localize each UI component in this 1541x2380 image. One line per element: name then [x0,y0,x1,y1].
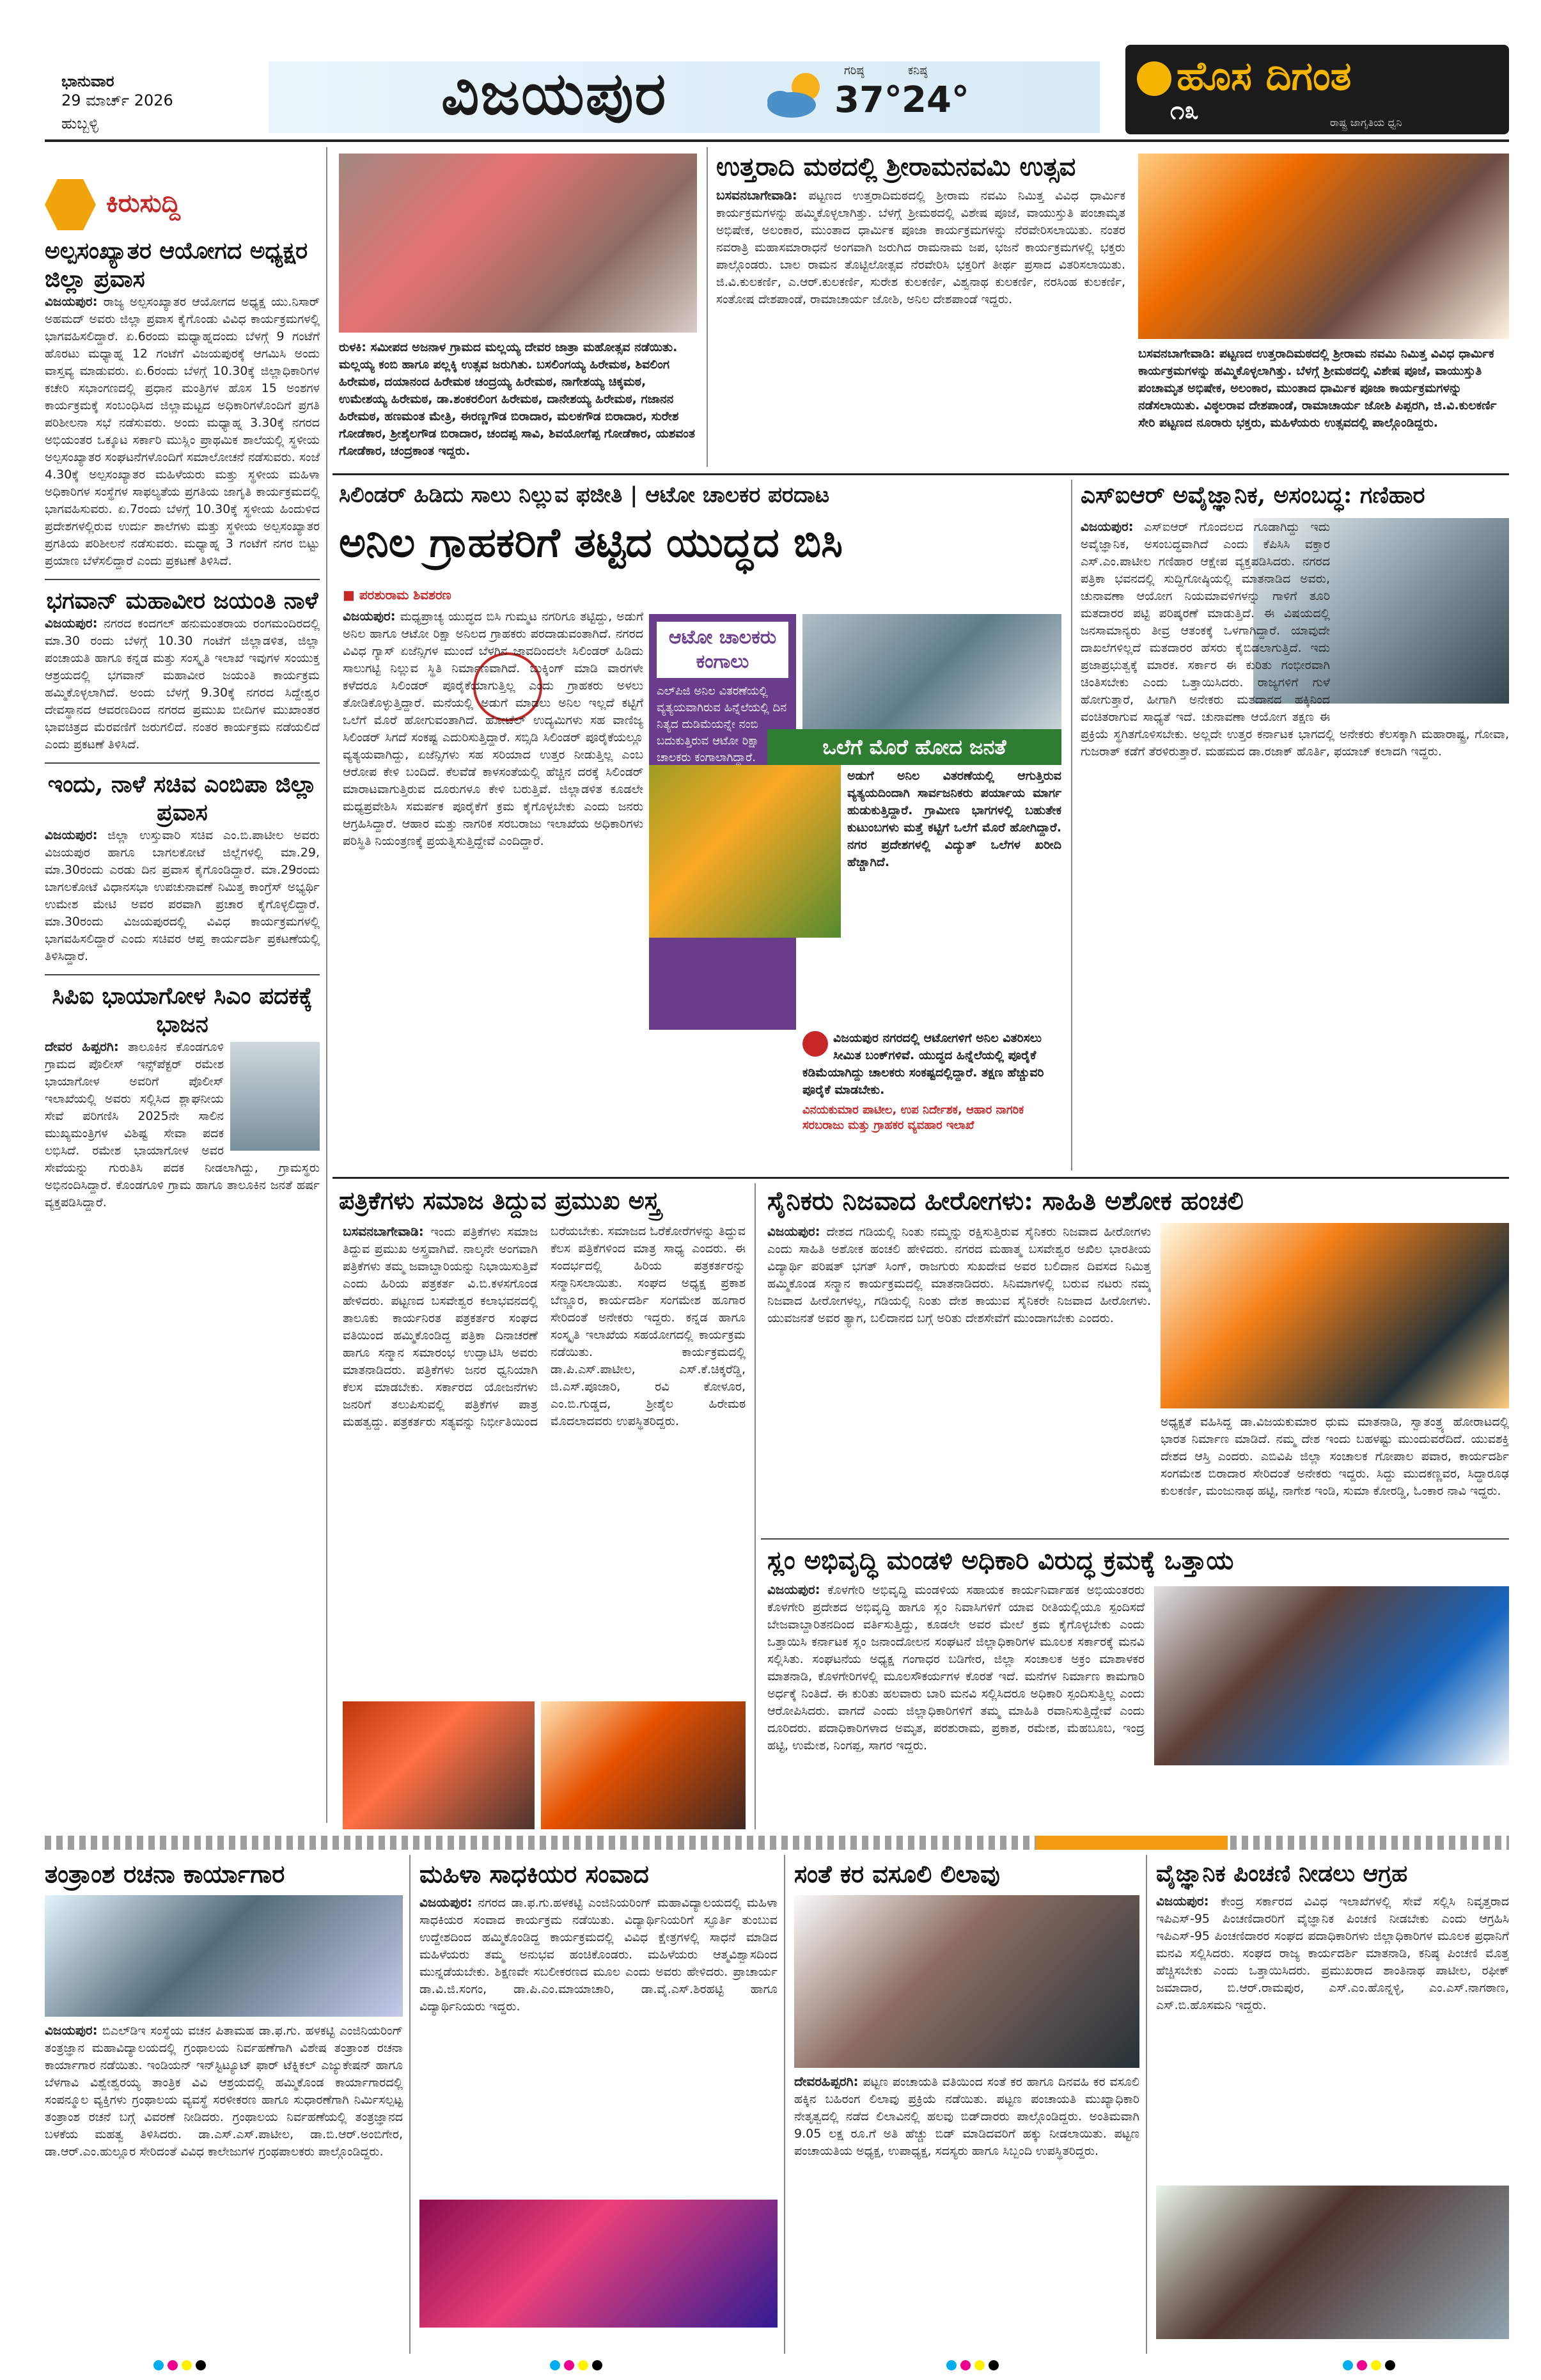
jatre-caption-box [339,339,697,461]
media-byline: ಬಸವನಬಾಗೇವಾಡಿ: [343,1224,424,1239]
cloud-sun-icon [761,67,831,124]
section-rule [332,1177,1509,1179]
col-divider [1071,480,1072,1170]
registration-marks [153,2360,229,2372]
ramanavami-story [716,151,1125,464]
hand-pointer-icon [45,179,96,230]
weather-box [761,64,978,128]
brief-body: ರಾಜ್ಯ ಅಲ್ಪಸಂಖ್ಯಾತರ ಆಯೋಗದ ಅಧ್ಯಕ್ಷ ಯು.ನಿಸಾರ್ ಅಹಮದ್ ಅವರು ಜಿಲ್ಲಾ ಪ್ರವಾಸ ಕೈಗೊಂಡು ವಿವಿಧ ಕಾರ್ಯಕ್ರಮಗಳಲ್ಲಿ ಭಾಗವಹಿಸಲಿದ್ದಾರೆ. ಏ.6ರಂದು ಮಧ್ಯಾಹ್ನದಂದು ಬೆಳಗ್ಗೆ 9 ಗಂಟೆಗೆ ಹೊರಟು ಮಧ್ಯಾಹ್ನ 12 ಗಂಟೆಗೆ ವಿಜಯಪುರಕ್ಕೆ ಆಗಮಿಸಿ ಅಂದು ವಾಸ್ತವ್ಯ ಮಾಡುವರು. ಏ.6ರಂದು ಬೆಳಗ್ಗೆ 10.30ಕ್ಕೆ ಜಿಲ್ಲಾಧಿಕಾರಿಗಳ ಕಚೇರಿ ಸಭಾಂಗಣದಲ್ಲಿ ಪ್ರಧಾನ ಮಂತ್ರಿಗಳ ಹೊಸ 15 ಅಂಶಗಳ ಕಾರ್ಯಕ್ರಮಕ್ಕೆ ಸಂಬಂಧಿಸಿದ ಜಿಲ್ಲಾಮಟ್ಟದ ಅಧಿಕಾರಿಗಳೊಂದಿಗೆ ಪ್ರಗತಿ ಪರಿಶೀಲನಾ ಸಭೆ ನಡೆಸುವರು. ಅಂದು ಮಧ್ಯಾಹ್ನ 3.30ಕ್ಕೆ ನಗರದ ಅಭಿಯಂತರ ಒಕ್ಕೂಟ ಸರ್ಕಾರಿ ಮುಸ್ಲಿಂ ಪ್ರಾಥಮಿಕ ಶಾಲೆಯಲ್ಲಿ ಸ್ಥಳೀಯ ಅಲ್ಪಸಂಖ್ಯಾತರ ಸಂಘಟನೆಗಳೊಂದಿಗೆ ಸಮಾಲೋಚನೆ ನಡೆಸುವರು. ಸಂಜೆ 4.30ಕ್ಕೆ ಅಲ್ಪಸಂಖ್ಯಾತರ ಮಹಿಳೆಯರು ಮತ್ತು ಸ್ಥಳೀಯ ಮಹಿಳಾ ಅಧಿಕಾರಿಗಳ ಸಂಸ್ಥೆಗಳ ಸಾಫಲ್ಯತೆಯ ಪ್ರಗತಿಯ ಜಾಗೃತಿ ಕಾರ್ಯಕ್ರಮದಲ್ಲಿ ಭಾಗವಹಿಸುವರು. ಏ.7ರಂದು ಬೆಳಗ್ಗೆ 10.30ಕ್ಕೆ ಸ್ಥಳೀಯ ಹಿಂದುಳಿದ ಪ್ರದೇಶಗಳಲ್ಲಿರುವ ಉರ್ದು ಶಾಲೆಗಳು ಮತ್ತು ಸ್ಥಳೀಯ ಅಲ್ಪಸಂಖ್ಯಾತರ ಪ್ರಗತಿಯ ಪರಿಶೀಲನೆ ನಡೆಸುವರು. ಮಧ್ಯಾಹ್ನ 3 ಗಂಟೆಗೆ ನಗರ ಬಿಟ್ಟು ಪ್ರಯಾಣ ಬೆಳೆಸಲಿದ್ದಾರೆ ಎಂದು ಪ್ರಕಟಣೆ ತಿಳಿಸಿದೆ. [45,295,320,568]
bottom-body: ಕೇಂದ್ರ ಸರ್ಕಾರದ ವಿವಿಧ ಇಲಾಖೆಗಳಲ್ಲಿ ಸೇವೆ ಸಲ್ಲಿಸಿ ನಿವೃತ್ತರಾದ ಇಪಿಎಸ್-95 ಪಿಂಚಣಿದಾರರಿಗೆ ವೈಜ್ಞಾನಿಕ ಪಿಂಚಣಿ ನೀಡಬೇಕು ಎಂದು ಆಗ್ರಹಿಸಿ ಇಪಿಎಸ್-95 ಪಿಂಚಣಿದಾರರ ಸಂಘದ ಪದಾಧಿಕಾರಿಗಳು ಜಿಲ್ಲಾಧಿಕಾರಿಗಳ ಮೂಲಕ ಪ್ರಧಾನಿಗೆ ಮನವಿ ಸಲ್ಲಿಸಿದರು. ಸಂಘದ ರಾಜ್ಯ ಕಾರ್ಯದರ್ಶಿ ಮಾತನಾಡಿ, ಕನಿಷ್ಠ ಪಿಂಚಣಿ ಮೊತ್ತ ಹೆಚ್ಚಿಸಬೇಕು ಎಂದು ಒತ್ತಾಯಿಸಿದರು. ಪ್ರಮುಖರಾದ ಶಾಂತಿನಾಥ ಪಾಟೀಲ, ರಫೀಕ್ ಜಮಾದಾರ, ಬಿ.ಆರ್.ರಾಮಪುರ, ಎಸ್.ಎಂ.ಹೊನ್ನಳ್ಳಿ, ಎಂ.ಎಸ್.ನಾಗಠಾಣ, ಎಸ್.ಬಿ.ಹೊಸಮನಿ ಇದ್ದರು. [1156,1895,1509,2012]
brand-name: ಹೊಸ ದಿಗಂತ [1177,52,1352,99]
brief-headline: ಭಗವಾನ್ ಮಹಾವೀರ ಜಯಂತಿ ನಾಳೆ [46,587,318,614]
ramanavami-caption: ಬಸವನಬಾಗೇವಾಡಿ: ಪಟ್ಟಣದ ಉತ್ತರಾದಿಮಠದಲ್ಲಿ ಶ್ರೀರಾಮ ನವಮಿ ನಿಮಿತ್ತ ವಿವಿಧ ಧಾರ್ಮಿಕ ಕಾರ್ಯಕ್ರಮಗಳನ್ನು ಹಮ್ಮಿಕೊಳ್ಳಲಾಗಿತ್ತು. ಬೆಳಗ್ಗೆ ಶ್ರೀಮಠದಲ್ಲಿ ವಿಶೇಷ ಪೂಜೆ, ವಾಯುಸ್ತುತಿ ಪಂಚಾಮೃತ ಅಭಿಷೇಕ, ಅಲಂಕಾರ, ಮುಂತಾದ ಧಾರ್ಮಿಕ ಪೂಜಾ ಕಾರ್ಯಕ್ರಮಗಳನ್ನು ನಡೆಸಲಾಯಿತು. ವಿಠ್ಠಲರಾವ ದೇಶಪಾಂಡೆ, ರಾಮಾಚಾರ್ಯ ಜೋಶಿ ಪಿಪ್ಪರಗಿ, ಜಿ.ವಿ.ಕುಲಕರ್ಣಿ ಸೇರಿ ಪಟ್ಟಣದ ನೂರಾರು ಭಕ್ತರು, ಮಹಿಳೆಯರು ಉತ್ಸವದಲ್ಲಿ ಪಾಲ್ಗೊಂಡಿದ್ದರು. [1138,347,1497,430]
brief-2 [45,579,320,753]
page-number: ೧೩ [1170,96,1199,125]
bottom-photo-1 [45,1895,403,2017]
bottom-story-4 [1156,1858,1509,2357]
min-label: ಕನಿಷ್ಠ [908,64,928,77]
lotus-icon [1137,61,1171,96]
bottom-story-3 [794,1858,1139,2357]
brief-4 [45,974,320,1211]
bottom-byline: ವಿಜಯಪುರ: [419,1895,473,1910]
brief-headline: ಸಿಪಿಐ ಭಾಯಾಗೋಳ ಸಿಎಂ ಪದಕಕ್ಕೆ ಭಾಜನ [52,982,313,1037]
col-divider [409,1855,411,2354]
city-name: ವಿಜಯಪುರ [441,59,668,128]
slum-headline: ಸ್ಲಂ ಅಭಿವೃದ್ಧಿ ಮಂಡಳಿ ಅಧಿಕಾರಿ ವಿರುದ್ಧ ಕ್ರಮಕ್ಕೆ ಒತ್ತಾಯ [767,1545,1234,1575]
min-temp: 24° [902,79,969,121]
bottom-byline: ವಿಜಯಪುರ: [1156,1893,1209,1909]
bottom-headline: ಮಹಿಳಾ ಸಾಧಕಿಯರ ಸಂವಾದ [419,1859,649,1888]
col-divider [707,147,708,467]
section-rule [761,1538,1509,1540]
soldiers-byline: ವಿಜಯಪುರ: [767,1224,820,1239]
quote-box [802,1030,1065,1158]
soldiers-body-box [767,1223,1151,1581]
weekday: ಭಾನುವಾರ [61,72,114,90]
bottom-headline: ತಂತ್ರಾಂಶ ರಚನಾ ಕಾರ್ಯಾಗಾರ [45,1859,285,1888]
bottom-byline: ವಿಜಯಪುರ: [45,2022,98,2038]
ramanavami-photo [1138,154,1509,339]
col-divider [784,1855,785,2354]
ganihar-body: ಎಸ್‌ಐಆರ್ ಗೊಂದಲದ ಗೂಡಾಗಿದ್ದು ಇದು ಅವೈಜ್ಞಾನಿಕ, ಅಸಂಬದ್ಧವಾಗಿದೆ ಎಂದು ಕೆಪಿಸಿಸಿ ವಕ್ತಾರ ಎಸ್.ಎಂ.ಪಾಟೀಲ ಗಣಿಹಾರ ಆಕ್ಷೇಪ ವ್ಯಕ್ತಪಡಿಸಿದರು. ನಗರದ ಪತ್ರಿಕಾ ಭವನದಲ್ಲಿ ಸುದ್ದಿಗೋಷ್ಠಿಯಲ್ಲಿ ಮಾತನಾಡಿದ ಅವರು, ಚುನಾವಣಾ ಆಯೋಗ ನಿಯಮಾವಳಿಗಳನ್ನು ಗಾಳಿಗೆ ತೂರಿ ಮತದಾರರ ಪಟ್ಟಿ ಪರಿಷ್ಕರಣೆ ಮಾಡುತ್ತಿದೆ. ಈ ವಿಷಯದಲ್ಲಿ ಜನಸಾಮಾನ್ಯರು ತೀವ್ರ ಆತಂಕಕ್ಕೆ ಒಳಗಾಗಿದ್ದಾರೆ. ಯಾವುದೇ ದಾಖಲೆಗಳಿಲ್ಲದೆ ಮತದಾರರ ಹೆಸರು ಕೈಬಿಡಲಾಗುತ್ತಿದೆ. ಇದು ಪ್ರಜಾಪ್ರಭುತ್ವಕ್ಕೆ ಮಾರಕ. ಸರ್ಕಾರ ಈ ಕುರಿತು ಗಂಭೀರವಾಗಿ ಚಿಂತಿಸಬೇಕು ಎಂದು ಒತ್ತಾಯಿಸಿದರು. ರಾಜ್ಯಗಳಿಗೆ ಗುಳೆ ಹೋಗುತ್ತಾರೆ, ಹೀಗಾಗಿ ಅನೇಕರು ಮತದಾನದ ಹಕ್ಕಿನಿಂದ ವಂಚಿತರಾಗುವ ಸಾಧ್ಯತೆ ಇದೆ. ಚುನಾವಣಾ ಆಯೋಗ ತಕ್ಷಣ ಈ ಪ್ರಕ್ರಿಯೆ ಸ್ಥಗಿತಗೊಳಿಸಬೇಕು. ಅಲ್ಲದೇ ಉತ್ತರ ಕರ್ನಾಟಕ ಭಾಗದಲ್ಲಿ ಅನೇಕರು ಕೆಲಸಕ್ಕಾಗಿ ಮಹಾರಾಷ್ಟ್ರ, ಗೋವಾ, ಗುಜರಾತ್ ಕಡೆಗೆ ತೆರಳಿರುತ್ತಾರೆ. ಮಹಮದ ಡಾ.ರಜಾಕ್ ಹೊರ್ತಿ, ಫಯಾಜ್ ಕಲಾದಗಿ ಇದ್ದರು. [1081,520,1509,759]
jatre-photo [339,154,697,333]
soldiers-photo [1161,1223,1509,1408]
ramanavami-headline: ಉತ್ತರಾದಿ ಮಠದಲ್ಲಿ ಶ್ರೀರಾಮನವಮಿ ಉತ್ಸವ [716,152,1076,182]
soldiers-caption: ಅಧ್ಯಕ್ಷತೆ ವಹಿಸಿದ್ದ ಡಾ.ವಿಜಯಕುಮಾರ ಧುಮ ಮಾತನಾಡಿ, ಸ್ವಾತಂತ್ರ್ಯ ಹೋರಾಟದಲ್ಲಿ ಭಾರತ ನಿರ್ಮಾಣ ಮಾಡಿದೆ. ನಮ್ಮ ದೇಶ ಇಂದು ಬಹಳಷ್ಟು ಮುಂದುವರೆದಿದೆ. ಯುವಶಕ್ತಿ ದೇಶದ ಆಸ್ತಿ ಎಂದರು. ಎಬಿವಿಪಿ ಜಿಲ್ಲಾ ಸಂಚಾಲಕ ಗೋಪಾಲ ಪವಾರ, ಕಾರ್ಯದರ್ಶಿ ಸಂಗಮೇಶ ಬಿರಾದಾರ ಸೇರಿದಂತೆ ಅನೇಕರು ಇದ್ದರು. ಸಿದ್ದು ಮುದಕಣ್ಣವರ, ಸಿದ್ಧಾರೂಢ ಕುಲಕರ್ಣಿ, ಮಂಜುನಾಥ ಹಟ್ಟಿ, ನಾಗೇಶ ಇಂಡಿ, ಸುಮಾ ಕೋರಡ್ಡಿ, ಓಂಕಾರ ನಾವಿ ಇದ್ದರು. [1161,1415,1509,1498]
quote-by: ವಿನಯಕುಮಾರ ಪಾಟೀಲ, ಉಪ ನಿರ್ದೇಶಕ, ಆಹಾರ ನಾಗರಿಕ ಸರಬರಾಜು ಮತ್ತು ಗ್ರಾಹಕರ ವ್ಯವಹಾರ ಇಲಾಖೆ [802,1103,1024,1132]
queue-photo-1 [802,614,1061,736]
media-photo-2 [541,1701,746,1829]
brief-3 [45,762,320,965]
max-label: ಗರಿಷ್ಠ [844,64,864,77]
lead-byline: ವಿಜಯಪುರ: [343,608,396,624]
col-divider [326,147,327,1823]
brief-body: ನಗರದ ಕಂದಗಲ್ ಹನುಮಂತರಾಯ ರಂಗಮಂದಿರದಲ್ಲಿ ಮಾ.30 ರಂದು ಬೆಳಗ್ಗೆ 10.30 ಗಂಟೆಗೆ ಜಿಲ್ಲಾಡಳಿತ, ಜಿಲ್ಲಾ ಪಂಚಾಯತಿ ಹಾಗೂ ಕನ್ನಡ ಮತ್ತು ಸಂಸ್ಕೃತಿ ಇಲಾಖೆ ಇವುಗಳ ಸಂಯುಕ್ತ ಆಶ್ರಯದಲ್ಲಿ ಭಗವಾನ್ ಮಹಾವೀರ ಜಯಂತಿ ಕಾರ್ಯಕ್ರಮ ಹಮ್ಮಿಕೊಳ್ಳಲಾಗಿದೆ. ಅಂದು ಬೆಳಗ್ಗೆ 9.30ಕ್ಕೆ ನಗರದ ಸಿದ್ದೇಶ್ವರ ದೇವಸ್ಥಾನದ ಆವರಣದಿಂದ ನಗರದ ಪ್ರಮುಖ ಬೀದಿಗಳ ಮುಖಾಂತರ ಭಾವಚಿತ್ರದ ಮೆರವಣಿಗೆ ಜರುಗಲಿದೆ. ನಂತರ ಕಾರ್ಯಕ್ರಮ ನಡೆಯಲಿದೆ ಎಂದು ಪ್ರಕಟಣೆ ತಿಳಿಸಿದೆ. [45,617,320,752]
ramanavami-byline: ಬಸವನಬಾಗೇವಾಡಿ: [716,187,797,203]
brand-tagline: ರಾಷ್ಟ್ರ ಜಾಗೃತಿಯ ಧ್ವನಿ [1330,116,1402,129]
brief-headline: ಅಲ್ಪಸಂಖ್ಯಾತರ ಆಯೋಗದ ಅಧ್ಯಕ್ಷರ ಜಿಲ್ಲಾ ಪ್ರವಾಸ [45,237,308,292]
date: 29 ಮಾರ್ಚ್ 2026 [61,91,173,109]
ole-title: ಒಲೆಗೆ ಮೊರೆ ಹೋದ ಜನತೆ [767,729,1061,765]
lead-kicker: ಸಿಲಿಂಡರ್ ಹಿಡಿದು ಸಾಲು ನಿಲ್ಲುವ ಫಜೀತಿ | ಆಟೋ ಚಾಲಕರ ಪರದಾಟ [339,482,830,508]
ramanavami-caption-box [1138,345,1509,467]
lead-reporter: ಪರಶುರಾಮ ಶಿವಶರಣ [359,587,451,603]
media-body-box [343,1223,746,1696]
brand-logo [1125,45,1509,134]
bottom-photo-2 [419,2200,778,2328]
header-date [61,72,173,133]
auto-title: ಆಟೋ ಚಾಲಕರು ಕಂಗಾಲು [657,622,788,678]
slum-byline: ವಿಜಯಪುರ: [767,1582,820,1597]
brief-body: ಜಿಲ್ಲಾ ಉಸ್ತುವಾರಿ ಸಚಿವ ಎಂ.ಬಿ.ಪಾಟೀಲ ಅವರು ವಿಜಯಪುರ ಹಾಗೂ ಬಾಗಲಕೋಟೆ ಜಿಲ್ಲೆಗಳಲ್ಲಿ ಮಾ.29, ಮಾ.30ರಂದು ಎರಡು ದಿನ ಪ್ರವಾಸ ಕೈಗೊಂಡಿದ್ದಾರೆ. ಮಾ.29ರಂದು ಬಾಗಲಕೋಟೆ ವಿಧಾನಸಭಾ ಉಪಚುನಾವಣೆ ನಿಮಿತ್ತ ಕಾಂಗ್ರೆಸ್ ಅಭ್ಯರ್ಥಿ ಉಮೇಶ ಮೇಟಿ ಅವರ ಪರವಾಗಿ ಪ್ರಚಾರ ಕೈಗೊಳ್ಳಲಿದ್ದಾರೆ. ಮಾ.30ರಂದು ವಿಜಯಪುರದಲ್ಲಿ ವಿವಿಧ ಕಾರ್ಯಕ್ರಮಗಳಲ್ಲಿ ಭಾಗವಹಿಸಲಿದ್ದಾರೆ ಎಂದು ಸಚಿವರ ಆಪ್ತ ಕಾರ್ಯದರ್ಶಿ ಪ್ರಕಟಣೆಯಲ್ಲಿ ತಿಳಿಸಿದ್ದಾರೆ. [45,828,320,963]
bottom-divider [45,1836,1509,1850]
bottom-story-1 [45,1858,403,2357]
quote-text: ವಿಜಯಪುರ ನಗರದಲ್ಲಿ ಆಟೋಗಳಿಗೆ ಅನಿಲ ವಿತರಿಸಲು ಸೀಮಿತ ಬಂಕ್‌ಗಳಿವೆ. ಯುದ್ಧದ ಹಿನ್ನೆಲೆಯಲ್ಲಿ ಪೂರೈಕೆ ಕಡಿಮೆಯಾಗಿದ್ದು ಚಾಲಕರು ಸಂಕಷ್ಟದಲ್ಲಿದ್ದಾರೆ. ತಕ್ಷಣ ಹೆಚ್ಚುವರಿ ಪೂರೈಕೆ ಮಾಡಬೇಕು. [802,1031,1044,1097]
bottom-photo-3 [794,1895,1139,2068]
bottom-body: ಪಟ್ಟಣ ಪಂಚಾಯತಿ ವತಿಯಿಂದ ಸಂತೆ ಕರ ಹಾಗೂ ದಿನವಹಿ ಕರ ವಸೂಲಿ ಹಕ್ಕಿನ ಬಹಿರಂಗ ಲಿಲಾವು ಪ್ರಕ್ರಿಯೆ ನಡೆಯಿತು. ಪಟ್ಟಣ ಪಂಚಾಯತಿ ಮುಖ್ಯಾಧಿಕಾರಿ ನೇತೃತ್ವದಲ್ಲಿ ನಡೆದ ಲಿಲಾವಿನಲ್ಲಿ ಹಲವು ಬಿಡ್‌ದಾರರು ಪಾಲ್ಗೊಂಡಿದ್ದರು. ಅಂತಿಮವಾಗಿ 9.05 ಲಕ್ಷ ರೂ.ಗೆ ಅತಿ ಹೆಚ್ಚು ಬಿಡ್ ಮಾಡಿದವರಿಗೆ ಹಕ್ಕು ನೀಡಲಾಯಿತು. ಪಟ್ಟಣ ಪಂಚಾಯತಿಯ ಅಧ್ಯಕ್ಷ, ಉಪಾಧ್ಯಕ್ಷ, ಸದಸ್ಯರು ಹಾಗೂ ಸಿಬ್ಬಂದಿ ಉಪಸ್ಥಿತರಿದ್ದರು. [794,2075,1139,2158]
brief-headline: ಇಂದು, ನಾಳೆ ಸಚಿವ ಎಂಬಿಪಾ ಜಿಲ್ಲಾ ಪ್ರವಾಸ [47,771,317,826]
brief-byline: ವಿಜಯಪುರ: [45,615,98,631]
bottom-body: ಬಿಎಲ್‌ಡಿಇ ಸಂಸ್ಥೆಯ ವಚನ ಪಿತಾಮಹ ಡಾ.ಫ.ಗು. ಹಳಕಟ್ಟಿ ಎಂಜಿನಿಯರಿಂಗ್ ತಂತ್ರಜ್ಞಾನ ಮಹಾವಿದ್ಯಾಲಯದಲ್ಲಿ ಗ್ರಂಥಾಲಯ ನಿರ್ವಹಣೆಗಾಗಿ ವಿಶೇಷ ತಂತ್ರಾಂಶ ರಚನಾ ಕಾರ್ಯಾಗಾರ ನಡೆಯಿತು. ಇಂಡಿಯನ್ ಇನ್‌ಸ್ಟಿಟ್ಯೂಟ್ ಫಾರ್ ಟೆಕ್ನಿಕಲ್ ಎಜ್ಯುಕೇಷನ್ ಹಾಗೂ ಬೆಳಗಾವಿ ವಿಶ್ವೇಶ್ವರಯ್ಯ ತಾಂತ್ರಿಕ ವಿವಿ ಆಶ್ರಯದಲ್ಲಿ ಹಮ್ಮಿಕೊಂಡ ಕಾರ್ಯಾಗಾರದಲ್ಲಿ ಸಂಪನ್ಮೂಲ ವ್ಯಕ್ತಿಗಳು ಗ್ರಂಥಾಲಯ ವ್ಯವಸ್ಥೆ ಸರಳೀಕರಣ ಹಾಗೂ ಸುಧಾರಣೆಗಾಗಿ ನಿರ್ಮಿಸಲ್ಪಟ್ಟ ತಂತ್ರಾಂಶ ರಚನೆ ಬಗ್ಗೆ ವಿವರಣೆ ನೀಡಿದರು. ಗ್ರಂಥಾಲಯ ನಿರ್ವಹಣೆಯಲ್ಲಿ ತಂತ್ರಜ್ಞಾನದ ಬಳಕೆಯ ಮಹತ್ವ ತಿಳಿಸಿದರು. ಡಾ.ಎಸ್.ಎಸ್.ಪಾಟೀಲ, ಡಾ.ಬಿ.ಆರ್.ಅಂಬಿಗೇರ, ಡಾ.ಆರ್.ಎಂ.ಹುಲ್ಲೂರ ಸೇರಿದಂತೆ ವಿವಿಧ ಕಾಲೇಜುಗಳ ಗ್ರಂಥಪಾಲಕರು ಪಾಲ್ಗೊಂಡಿದ್ದರು. [45,2024,403,2159]
media-photo-1 [343,1701,535,1829]
soldiers-body: ದೇಶದ ಗಡಿಯಲ್ಲಿ ನಿಂತು ನಮ್ಮನ್ನು ರಕ್ಷಿಸುತ್ತಿರುವ ಸೈನಿಕರು ನಿಜವಾದ ಹೀರೋಗಳು ಎಂದು ಸಾಹಿತಿ ಅಶೋಕ ಹಂಚಲಿ ಹೇಳಿದರು. ನಗರದ ಮಹಾತ್ಮ ಬಸವೇಶ್ವರ ಅಖಿಲ ಭಾರತೀಯ ವಿದ್ಯಾರ್ಥಿ ಪರಿಷತ್ ಭಗತ್ ಸಿಂಗ್, ರಾಜಗುರು ಸುಖದೇವ ಅವರ ಬಲಿದಾನ ದಿವಸದ ನಿಮಿತ್ತ ಹಮ್ಮಿಕೊಂಡ ಸನ್ಮಾನ ಕಾರ್ಯಕ್ರಮದಲ್ಲಿ ಮಾತನಾಡಿದರು. ಸಿನಿಮಾಗಳಲ್ಲಿ ಬರುವ ನಟರು ನಮ್ಮ ನಿಜವಾದ ಹೀರೋಗಳಲ್ಲ, ಗಡಿಯಲ್ಲಿ ನಿಂತು ದೇಶ ಕಾಯುವ ಸೈನಿಕರೇ ನಿಜವಾದ ಹೀರೋಗಳು. ಯುವಜನತೆ ಅವರ ತ್ಯಾಗ, ಬಲಿದಾನದ ಬಗ್ಗೆ ಅರಿತು ದೇಶಸೇವೆಗೆ ಮುಂದಾಗಬೇಕು ಎಂದರು. [767,1225,1151,1325]
brief-byline: ವಿಜಯಪುರ: [45,827,98,842]
col-divider [755,1183,756,1829]
lead-reporter-line [343,587,535,603]
ganihar-body-box [1081,518,1509,1170]
ganihar-headline: ಎಸ್‌ಐಆರ್ ಅವೈಜ್ಞಾನಿಕ, ಅಸಂಬದ್ಧ: ಗಣಿಹಾರ [1081,482,1425,508]
brief-byline: ದೇವರ ಹಿಪ್ಪರಗಿ: [45,1039,119,1054]
bottom-story-2 [419,1858,778,2357]
brief-byline: ವಿಜಯಪುರ: [45,294,98,309]
registration-marks [550,2360,625,2372]
section-rule [332,473,1509,475]
auto-body: ಎಲ್‌ಪಿಜಿ ಅನಿಲ ವಿತರಣೆಯಲ್ಲಿ ವ್ಯತ್ಯಯವಾಗಿರುವ ಹಿನ್ನೆಲೆಯಲ್ಲಿ ದಿನ ನಿತ್ಯದ ದುಡಿಮೆಯನ್ನೇ ನಂಬಿ ಬದುಕುತ್ತಿರುವ ಆಟೋ ರಿಕ್ಷಾ ಚಾಲಕರು ಕಂಗಾಲಾಗಿದ್ದಾರೆ. [657,684,787,764]
header-rule [45,139,1509,142]
lead-headline: ಅನಿಲ ಗ್ರಾಹಕರಿಗೆ ತಟ್ಟಿದ ಯುದ್ಧದ ಬಿಸಿ [339,519,843,567]
bottom-headline: ಸಂತೆ ಕರ ವಸೂಲಿ ಲಿಲಾವು [794,1859,1000,1888]
ole-body: ಅಡುಗೆ ಅನಿಲ ವಿತರಣೆಯಲ್ಲಿ ಆಗುತ್ತಿರುವ ವ್ಯತ್ಯಯದಿಂದಾಗಿ ಸಾರ್ವಜನಿಕರು ಪರ್ಯಾಯ ಮಾರ್ಗ ಹುಡುಕುತ್ತಿದ್ದಾರೆ. ಗ್ರಾಮೀಣ ಭಾಗಗಳಲ್ಲಿ ಬಹುತೇಕ ಕುಟುಂಬಗಳು ಮತ್ತೆ ಕಟ್ಟಿಗೆ ಒಲೆಗೆ ಮೊರೆ ಹೋಗಿದ್ದಾರೆ. ನಗರ ಪ್ರದೇಶಗಳಲ್ಲಿ ವಿದ್ಯುತ್ ಒಲೆಗಳ ಖರೀದಿ ಹೆಚ್ಚಾಗಿದೆ. [847,769,1061,869]
kirusuddi-badge [45,179,288,230]
bottom-body: ನಗರದ ಡಾ.ಫ.ಗು.ಹಳಕಟ್ಟಿ ಎಂಜಿನಿಯರಿಂಗ್ ಮಹಾವಿದ್ಯಾಲಯದಲ್ಲಿ ಮಹಿಳಾ ಸಾಧಕಿಯರ ಸಂವಾದ ಕಾರ್ಯಕ್ರಮ ನಡೆಯಿತು. ವಿದ್ಯಾರ್ಥಿನಿಯರಿಗೆ ಸ್ಫೂರ್ತಿ ತುಂಬುವ ಉದ್ದೇಶದಿಂದ ಹಮ್ಮಿಕೊಂಡಿದ್ದ ಕಾರ್ಯಕ್ರಮದಲ್ಲಿ ವಿವಿಧ ಕ್ಷೇತ್ರಗಳಲ್ಲಿ ಸಾಧನೆ ಮಾಡಿದ ಮಹಿಳೆಯರು ತಮ್ಮ ಅನುಭವ ಹಂಚಿಕೊಂಡರು. ಮಹಿಳೆಯರು ಆತ್ಮವಿಶ್ವಾಸದಿಂದ ಮುನ್ನಡೆಯಬೇಕು. ಶಿಕ್ಷಣವೇ ಸಬಲೀಕರಣದ ಮೂಲ ಎಂದು ಅವರು ಹೇಳಿದರು. ಪ್ರಾಚಾರ್ಯ ಡಾ.ವಿ.ಜಿ.ಸಂಗಂ, ಡಾ.ಪಿ.ಎಂ.ಮಾಯಾಚಾರಿ, ಡಾ.ವೈ.ಎಸ್.ಶಿರಹಟ್ಟಿ ಹಾಗೂ ವಿದ್ಯಾರ್ಥಿನಿಯರು ಇದ್ದರು. [419,1896,778,2014]
brief-1 [45,237,320,570]
pen-icon: ■ [343,587,359,603]
edition: ಹುಬ್ಬಳ್ಳಿ [61,114,98,132]
media-headline: ಪತ್ರಿಕೆಗಳು ಸಮಾಜ ತಿದ್ದುವ ಪ್ರಮುಖ ಅಸ್ತ್ರ [339,1186,661,1215]
lead-body-box [343,608,643,1170]
quote-icon [802,1031,828,1057]
bottom-photo-4 [1156,2186,1509,2339]
queue-photo-2 [649,765,841,938]
slum-body: ಕೊಳಗೇರಿ ಅಭಿವೃದ್ಧಿ ಮಂಡಳಿಯ ಸಹಾಯಕ ಕಾರ್ಯನಿರ್ವಾಹಕ ಅಭಿಯಂತರರು ಕೊಳಗೇರಿ ಪ್ರದೇಶದ ಅಭಿವೃದ್ಧಿ ಹಾಗೂ ಸ್ಲಂ ನಿವಾಸಿಗಳಿಗೆ ಯಾವ ರೀತಿಯಲ್ಲಿಯೂ ಸ್ಪಂದಿಸದೆ ಬೇಜವಾಬ್ದಾರಿತನದಿಂದ ವರ್ತಿಸುತ್ತಿದ್ದು, ಕೂಡಲೇ ಅವರ ಮೇಲೆ ಕ್ರಮ ಕೈಗೊಳ್ಳಬೇಕು ಎಂದು ಒತ್ತಾಯಿಸಿ ಕರ್ನಾಟಕ ಸ್ಲಂ ಜನಾಂದೋಲನ ಸಂಘಟನೆ ಜಿಲ್ಲಾಧಿಕಾರಿಗಳ ಮೂಲಕ ಸರ್ಕಾರಕ್ಕೆ ಮನವಿ ಸಲ್ಲಿಸಿತು. ಸಂಘಟನೆಯ ಅಧ್ಯಕ್ಷ ಗಂಗಾಧರ ಬಡಿಗೇರ, ಜಿಲ್ಲಾ ಸಂಚಾಲಕ ಅಕ್ರಂ ಮಾಶಾಳಕರ ಮಾತನಾಡಿ, ಕೊಳಗೇರಿಗಳಲ್ಲಿ ಮೂಲಸೌಕರ್ಯಗಳ ಕೊರತೆ ಇದೆ. ಮನೆಗಳ ನಿರ್ಮಾಣ ಕಾಮಗಾರಿ ಅರ್ಧಕ್ಕೆ ನಿಂತಿದೆ. ಈ ಕುರಿತು ಹಲವಾರು ಬಾರಿ ಮನವಿ ಸಲ್ಲಿಸಿದರೂ ಅಧಿಕಾರಿ ಸ್ಪಂದಿಸುತ್ತಿಲ್ಲ ಎಂದು ಆರೋಪಿಸಿದರು. ವಾಗದೆ ಎಂದು ಜಿಲ್ಲಾಧಿಕಾರಿಗಳಿಗೆ ತಮ್ಮ ಮಾಹಿತಿ ರವಾನಿಸುತ್ತಿದ್ದೇವೆ ಎಂದು ದೂರಿದರು. ಪದಾಧಿಕಾರಿಗಳಾದ ಅಮೃತ, ಪರಶುರಾಮ, ಪ್ರಕಾಶ, ರಮೇಶ, ಮೆಹಬೂಬ, ಇಂದ್ರ ಹಟ್ಟಿ, ಉಮೇಶ, ನಿಂಗಪ್ಪ, ಸಾಗರ ಇದ್ದರು. [767,1583,1145,1753]
lead-body: ಮಧ್ಯಪ್ರಾಚ್ಯ ಯುದ್ಧದ ಬಿಸಿ ಗುಮ್ಮಟ ನಗರಿಗೂ ತಟ್ಟಿದ್ದು, ಅಡುಗೆ ಅನಿಲ ಹಾಗೂ ಆಟೋ ರಿಕ್ಷಾ ಅನಿಲದ ಗ್ರಾಹಕರು ಪರದಾಡುವಂತಾಗಿದೆ. ನಗರದ ವಿವಿಧ ಗ್ಯಾಸ್ ಏಜೆನ್ಸಿಗಳ ಮುಂದೆ ಬೆಳಗಿನ ಜಾವದಿಂದಲೇ ಸಿಲಿಂಡರ್ ಹಿಡಿದು ಸಾಲುಗಟ್ಟಿ ನಿಲ್ಲುವ ಸ್ಥಿತಿ ನಿರ್ಮಾಣವಾಗಿದೆ. ಬುಕ್ಕಿಂಗ್ ಮಾಡಿ ವಾರಗಳೇ ಕಳೆದರೂ ಸಿಲಿಂಡರ್ ಪೂರೈಕೆಯಾಗುತ್ತಿಲ್ಲ ಎಂದು ಗ್ರಾಹಕರು ಅಳಲು ತೋಡಿಕೊಳ್ಳುತ್ತಿದ್ದಾರೆ. ಮನೆಯಲ್ಲಿ ಅಡುಗೆ ಮಾಡಲು ಅನಿಲ ಇಲ್ಲದೆ ಕಟ್ಟಿಗೆ ಒಲೆಗೆ ಮೊರೆ ಹೋಗುವಂತಾಗಿದೆ. ಹೋಟೆಲ್ ಉದ್ಯಮಿಗಳು ಸಹ ವಾಣಿಜ್ಯ ಸಿಲಿಂಡರ್ ಸಿಗದೆ ಸಂಕಷ್ಟ ಎದುರಿಸುತ್ತಿದ್ದಾರೆ. ಸಬ್ಸಿಡಿ ಸಿಲಿಂಡರ್ ಪೂರೈಕೆಯಲ್ಲೂ ವ್ಯತ್ಯಯವಾಗಿದ್ದು, ಏಜೆನ್ಸಿಗಳು ಸಹ ಸರಿಯಾದ ಉತ್ತರ ನೀಡುತ್ತಿಲ್ಲ ಎಂಬ ಆರೋಪ ಕೇಳಿ ಬಂದಿದೆ. ಕೆಲವೆಡೆ ಕಾಳಸಂತೆಯಲ್ಲಿ ಹೆಚ್ಚಿನ ದರಕ್ಕೆ ಸಿಲಿಂಡರ್ ಮಾರಾಟವಾಗುತ್ತಿರುವ ದೂರುಗಳೂ ಕೇಳಿ ಬರುತ್ತಿವೆ. ಜಿಲ್ಲಾಡಳಿತ ಕೂಡಲೇ ಮಧ್ಯಪ್ರವೇಶಿಸಿ ಸಮರ್ಪಕ ಪೂರೈಕೆಗೆ ಕ್ರಮ ಕೈಗೊಳ್ಳಬೇಕು ಎಂದು ಜನರು ಆಗ್ರಹಿಸಿದ್ದಾರೆ. ಆಹಾರ ಮತ್ತು ನಾಗರಿಕ ಸರಬರಾಜು ಇಲಾಖೆಯ ಅಧಿಕಾರಿಗಳು ಪರಿಸ್ಥಿತಿ ನಿಯಂತ್ರಣಕ್ಕೆ ಪ್ರಯತ್ನಿಸುತ್ತಿದ್ದೇವೆ ಎಂದಿದ್ದಾರೆ. [343,610,643,848]
slum-photo [1154,1586,1509,1765]
bottom-headline: ವೈಜ್ಞಾನಿಕ ಪಿಂಚಣಿ ನೀಡಲು ಆಗ್ರಹ [1156,1860,1408,1887]
ramanavami-body: ಪಟ್ಟಣದ ಉತ್ತರಾದಿಮಠದಲ್ಲಿ ಶ್ರೀರಾಮ ನವಮಿ ನಿಮಿತ್ತ ವಿವಿಧ ಧಾರ್ಮಿಕ ಕಾರ್ಯಕ್ರಮಗಳನ್ನು ಹಮ್ಮಿಕೊಳ್ಳಲಾಗಿತ್ತು. ಬೆಳಗ್ಗೆ ಶ್ರೀಮಠದಲ್ಲಿ ವಿಶೇಷ ಪೂಜೆ, ವಾಯುಸ್ತುತಿ ಪಂಚಾಮೃತ ಅಭಿಷೇಕ, ಅಲಂಕಾರ, ಮುಂತಾದ ಧಾರ್ಮಿಕ ಪೂಜಾ ಕಾರ್ಯಕ್ರಮಗಳನ್ನು ನೆರವೇರಿಸಲಾಯಿತು. ನಂತರ ನವರಾತ್ರಿ ಮಹಾಸಮಾರಾಧನೆ ಅಂಗವಾಗಿ ಜರುಗಿದ ರಾಮನಾಮ ಜಪ, ಭಜನೆ ಕಾರ್ಯಕ್ರಮಗಳಲ್ಲಿ ಭಕ್ತರು ಪಾಲ್ಗೊಂಡರು. ಬಾಲ ರಾಮನ ತೊಟ್ಟಿಲೋತ್ಸವ ನೆರವೇರಿಸಿ ಭಕ್ತರಿಗೆ ತೀರ್ಥ ಪ್ರಸಾದ ವಿತರಿಸಲಾಯಿತು. ಜಿ.ವಿ.ಕುಲಕರ್ಣಿ, ಎ.ಆರ್.ಕುಲಕರ್ಣಿ, ಸುರೇಶ ಕುಲಕರ್ಣಿ, ವಿಶ್ವನಾಥ ಕುಲಕರ್ಣಿ, ನರಸಿಂಹ ಕುಲಕರ್ಣಿ, ಸಂತೋಷ ದೇಶಪಾಂಡೆ, ರಾಮಾಚಾರ್ಯ ಜೋಶಿ, ಅನಿಲ ದೇಶಪಾಂಡೆ ಇದ್ದರು. [716,189,1125,306]
max-temp: 37° [834,79,902,121]
ole-body-box [847,768,1061,1023]
registration-marks [1343,2360,1418,2372]
ganihar-byline: ವಿಜಯಪುರ: [1081,519,1134,534]
bottom-divider-accent [1036,1836,1228,1850]
media-body: ಇಂದು ಪತ್ರಿಕೆಗಳು ಸಮಾಜ ತಿದ್ದುವ ಪ್ರಮುಖ ಅಸ್ತ್ರವಾಗಿವೆ. ನಾಲ್ಕನೇ ಅಂಗವಾಗಿ ಪತ್ರಿಕೆಗಳು ತಮ್ಮ ಜವಾಬ್ದಾರಿಯನ್ನು ನಿಭಾಯಿಸುತ್ತಿವೆ ಎಂದು ಹಿರಿಯ ಪತ್ರಕರ್ತ ವಿ.ಬಿ.ಕಳಸಗೊಂಡ ಹೇಳಿದರು. ಪಟ್ಟಣದ ಬಸವೇಶ್ವರ ಕಲಾಭವನದಲ್ಲಿ ತಾಲೂಕು ಕಾರ್ಯನಿರತ ಪತ್ರಕರ್ತರ ಸಂಘದ ವತಿಯಿಂದ ಹಮ್ಮಿಕೊಂಡಿದ್ದ ಪತ್ರಿಕಾ ದಿನಾಚರಣೆ ಹಾಗೂ ಸನ್ಮಾನ ಸಮಾರಂಭ ಉದ್ಘಾಟಿಸಿ ಅವರು ಮಾತನಾಡಿದರು. ಪತ್ರಿಕೆಗಳು ಜನರ ಧ್ವನಿಯಾಗಿ ಕೆಲಸ ಮಾಡಬೇಕು. ಸರ್ಕಾರದ ಯೋಜನೆಗಳು ಜನರಿಗೆ ತಲುಪಿಸುವಲ್ಲಿ ಪತ್ರಿಕೆಗಳ ಪಾತ್ರ ಮಹತ್ವದ್ದು. ಪತ್ರಕರ್ತರು ಸತ್ಯವನ್ನು ನಿರ್ಭೀತಿಯಿಂದ ಬರೆಯಬೇಕು. ಸಮಾಜದ ಓರೆಕೋರೆಗಳನ್ನು ತಿದ್ದುವ ಕೆಲಸ ಪತ್ರಿಕೆಗಳಿಂದ ಮಾತ್ರ ಸಾಧ್ಯ ಎಂದರು. ಈ ಸಂದರ್ಭದಲ್ಲಿ ಹಿರಿಯ ಪತ್ರಕರ್ತರನ್ನು ಸನ್ಮಾನಿಸಲಾಯಿತು. ಸಂಘದ ಅಧ್ಯಕ್ಷ ಪ್ರಕಾಶ ಬೆಣ್ಣೂರ, ಕಾರ್ಯದರ್ಶಿ ಸಂಗಮೇಶ ಹೂಗಾರ ಸೇರಿದಂತೆ ಅನೇಕರು ಇದ್ದರು. ಕನ್ನಡ ಹಾಗೂ ಸಂಸ್ಕೃತಿ ಇಲಾಖೆಯ ಸಹಯೋಗದಲ್ಲಿ ಕಾರ್ಯಕ್ರಮ ನಡೆಯಿತು. ಕಾರ್ಯಕ್ರಮದಲ್ಲಿ ಡಾ.ಪಿ.ಎಸ್.ಪಾಟೀಲ, ಎಸ್.ಕೆ.ಚಿಕ್ಕರೆಡ್ಡಿ, ಜಿ.ಎಸ್.ಪೂಜಾರಿ, ರವಿ ಕೋಳೂರ, ಎಂ.ಬಿ.ಗುಡ್ಡದ, ಶ್ರೀಶೈಲ ಹಿರೇಮಠ ಮೊದಲಾದವರು ಉಪಸ್ಥಿತರಿದ್ದರು. [343,1224,746,1429]
kirusuddi-column [45,237,320,1823]
kirusuddi-label: ಕಿರುಸುದ್ದಿ [106,188,181,218]
bottom-byline: ದೇವರಹಿಪ್ಪರಗಿ: [794,2074,859,2089]
jatre-caption: ರುಳಕಿ: ಸಮೀಪದ ಅಜನಾಳ ಗ್ರಾಮದ ಮಲ್ಲಯ್ಯ ದೇವರ ಜಾತ್ರಾ ಮಹೋತ್ಸವ ನಡೆಯಿತು. ಮಲ್ಲಯ್ಯ ಕಂಬಿ ಹಾಗೂ ಪಲ್ಲಕ್ಕಿ ಉತ್ಸವ ಜರುಗಿತು. ಬಸಲಿಂಗಯ್ಯ ಹಿರೇಮಠ, ಶಿವಲಿಂಗ ಹಿರೇಮಠ, ದಯಾನಂದ ಹಿರೇಮಠ ಚಂದ್ರಯ್ಯ ಹಿರೇಮಠ, ನಾಗೇಶಯ್ಯ ಚಿಕ್ಕಮಠ, ಉಮೇಶಯ್ಯ ಹಿರೇಮಠ, ಡಾ.ಶಂಕರಲಿಂಗ ಹಿರೇಮಠ, ದಾನೇಶಯ್ಯ ಹಿರೇಮಠ, ಗಜಾನನ ಹಿರೇಮಠ, ಹಣಮಂತ ಮೇತ್ರಿ, ಈರಣ್ಣಗೌಡ ಬಿರಾದಾರ, ಮಲಕಗೌಡ ಬಿರಾದಾರ, ಸುರೇಶ ಗೋಡೆಕಾರ, ಶ್ರೀಶೈಲಗೌಡ ಬಿರಾದಾರ, ಚಂದಪ್ಪ ಸಾವಿ, ಶಿವಯೋಗೆಪ್ಪ ಗೋಡೆಕಾರ, ಯಶವಂತ ಗೋಡೆಕಾರ, ಚಂದ್ರಕಾಂತ ಇದ್ದರು. [339,340,695,458]
registration-marks [946,2360,1022,2372]
officer-photo [230,1042,320,1151]
slum-body-box [767,1581,1145,1831]
brief-body: ತಾಲೂಕಿನ ಕೊಂಡಗೂಳಿ ಗ್ರಾಮದ ಪೊಲೀಸ್ ಇನ್ಸ್‌ಪೆಕ್ಟರ್ ರಮೇಶ ಭಾಯಾಗೋಳ ಅವರಿಗೆ ಪೊಲೀಸ್ ಇಲಾಖೆಯಲ್ಲಿ ಅವರು ಸಲ್ಲಿಸಿದ ಶ್ಲಾಘನೀಯ ಸೇವೆ ಪರಿಗಣಿಸಿ 2025ನೇ ಸಾಲಿನ ಮುಖ್ಯಮಂತ್ರಿಗಳ ವಿಶಿಷ್ಟ ಸೇವಾ ಪದಕ ಲಭಿಸಿದೆ. ರಮೇಶ ಭಾಯಾಗೋಳ ಅವರ ಸೇವೆಯನ್ನು ಗುರುತಿಸಿ ಪದಕ ನೀಡಲಾಗಿದ್ದು, ಗ್ರಾಮಸ್ಥರು ಅಭಿನಂದಿಸಿದ್ದಾರೆ. ಕೊಂಡಗೂಳಿ ಗ್ರಾಮ ಹಾಗೂ ತಾಲೂಕಿನ ಜನತೆ ಹರ್ಷ ವ್ಯಕ್ತಪಡಿಸಿದ್ದಾರೆ. [45,1040,320,1210]
col-divider [1146,1855,1147,2354]
soldiers-headline: ಸೈನಿಕರು ನಿಜವಾದ ಹೀರೋಗಳು: ಸಾಹಿತಿ ಅಶೋಕ ಹಂಚಲಿ [767,1186,1244,1216]
